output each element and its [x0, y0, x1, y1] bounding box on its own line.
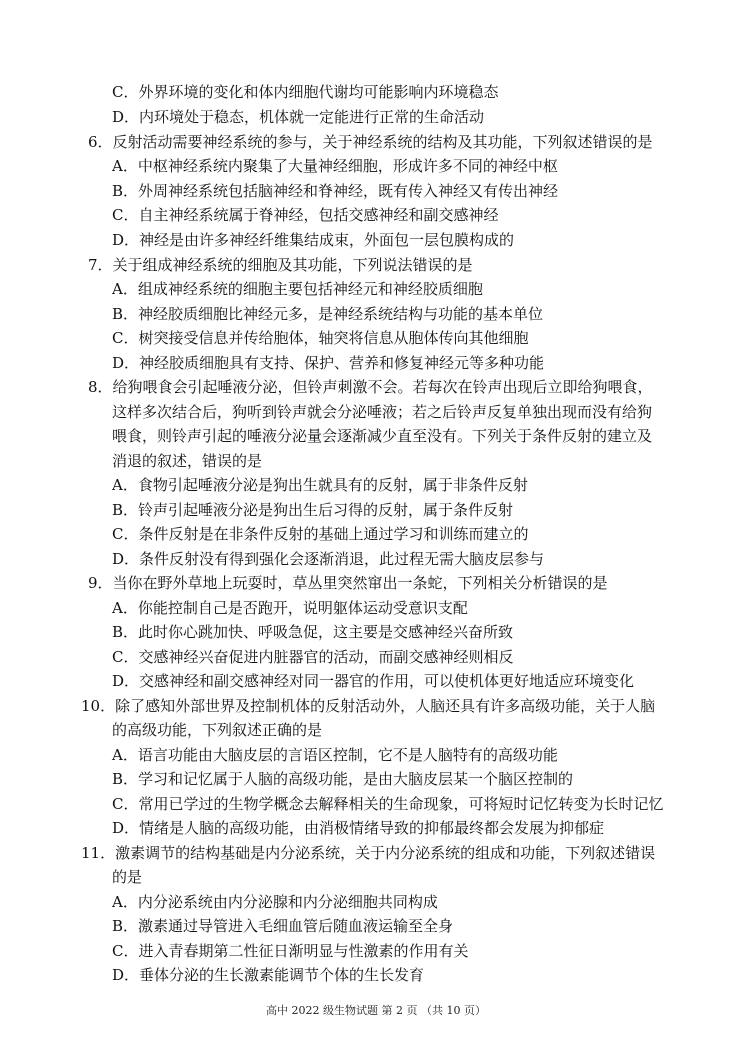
q10-stem: 10．除了感知外部世界及控制机体的反射活动外，人脑还具有许多高级功能，关于人脑 [81, 697, 656, 715]
q6-option-a: A．中枢神经系统内聚集了大量神经细胞，形成许多不同的神经中枢 [112, 157, 558, 175]
page-footer: 高中 2022 级生物试题 第 2 页 （共 10 页） [266, 1004, 486, 1017]
q5-option-d: D．内环境处于稳态，机体就一定能进行正常的生命活动 [112, 108, 485, 126]
q8-option-b: B．铃声引起唾液分泌是狗出生后习得的反射，属于条件反射 [112, 501, 514, 519]
q9-stem: 9．当你在野外草地上玩耍时，草丛里突然窜出一条蛇，下列相关分析错误的是 [88, 574, 608, 592]
q10-stem-line-2: 的高级功能，下列叙述正确的是 [112, 721, 323, 739]
q7-option-b: B．神经胶质细胞比神经元多，是神经系统结构与功能的基本单位 [112, 305, 544, 323]
q7-option-c: C．树突接受信息并传给胞体，轴突将信息从胞体传向其他细胞 [112, 329, 529, 347]
q9-option-a: A．你能控制自己是否跑开，说明躯体运动受意识支配 [112, 599, 468, 617]
q8-stem: 8．给狗喂食会引起唾液分泌，但铃声刺激不会。若每次在铃声出现后立即给狗喂食， [88, 378, 653, 396]
q11-stem: 11．激素调节的结构基础是内分泌系统，关于内分泌系统的组成和功能，下列叙述错误 [81, 844, 656, 862]
q9-option-c: C．交感神经兴奋促进内脏器官的活动，而副交感神经则相反 [112, 648, 514, 666]
q11-option-a: A．内分泌系统由内分泌腺和内分泌细胞共同构成 [112, 893, 438, 911]
q8-option-a: A．食物引起唾液分泌是狗出生就具有的反射，属于非条件反射 [112, 476, 528, 494]
q6-option-b: B．外周神经系统包括脑神经和脊神经，既有传入神经又有传出神经 [112, 182, 559, 200]
q10-option-c: C．常用已学过的生物学概念去解释相关的生命现象，可将短时记忆转变为长时记忆 [112, 795, 664, 813]
q7-stem: 7．关于组成神经系统的细胞及其功能，下列说法错误的是 [88, 256, 473, 274]
q10-option-d: D．情绪是人脑的高级功能，由消极情绪导致的抑郁最终都会发展为抑郁症 [112, 819, 605, 837]
q5-option-c: C．外界环境的变化和体内细胞代谢均可能影响内环境稳态 [112, 83, 499, 101]
q8-option-d: D．条件反射没有得到强化会逐渐消退，此过程无需大脑皮层参与 [112, 550, 545, 568]
q11-stem-line-2: 的是 [112, 868, 143, 886]
q9-option-d: D．交感神经和副交感神经对同一器官的作用，可以使机体更好地适应环境变化 [112, 672, 635, 690]
q6-option-c: C．自主神经系统属于脊神经，包括交感神经和副交感神经 [112, 206, 499, 224]
q10-option-b: B．学习和记忆属于人脑的高级功能，是由大脑皮层某一个脑区控制的 [112, 770, 574, 788]
q7-option-a: A．组成神经系统的细胞主要包括神经元和神经胶质细胞 [112, 280, 483, 298]
q11-option-d: D．垂体分泌的生长激素能调节个体的生长发育 [112, 966, 425, 984]
q11-option-b: B．激素通过导管进入毛细血管后随血液运输至全身 [112, 917, 454, 935]
q11-option-c: C．进入青春期第二性征日渐明显与性激素的作用有关 [112, 942, 469, 960]
q8-option-c: C．条件反射是在非条件反射的基础上通过学习和训练而建立的 [112, 525, 529, 543]
q8-stem-line-2: 这样多次结合后，狗听到铃声就会分泌唾液；若之后铃声反复单独出现而没有给狗 [112, 403, 653, 421]
q9-option-b: B．此时你心跳加快、呼吸急促，这主要是交感神经兴奋所致 [112, 623, 514, 641]
q8-stem-line-4: 消退的叙述，错误的是 [112, 452, 263, 470]
q8-stem-line-3: 喂食，则铃声引起的唾液分泌量会逐渐减少直至没有。下列关于条件反射的建立及 [112, 427, 653, 445]
q7-option-d: D．神经胶质细胞具有支持、保护、营养和修复神经元等多种功能 [112, 354, 545, 372]
q10-option-a: A．语言功能由大脑皮层的言语区控制，它不是人脑特有的高级功能 [112, 746, 558, 764]
q6-option-d: D．神经是由许多神经纤维集结成束，外面包一层包膜构成的 [112, 231, 515, 249]
q6-stem: 6．反射活动需要神经系统的参与，关于神经系统的结构及其功能，下列叙述错误的是 [88, 133, 653, 151]
